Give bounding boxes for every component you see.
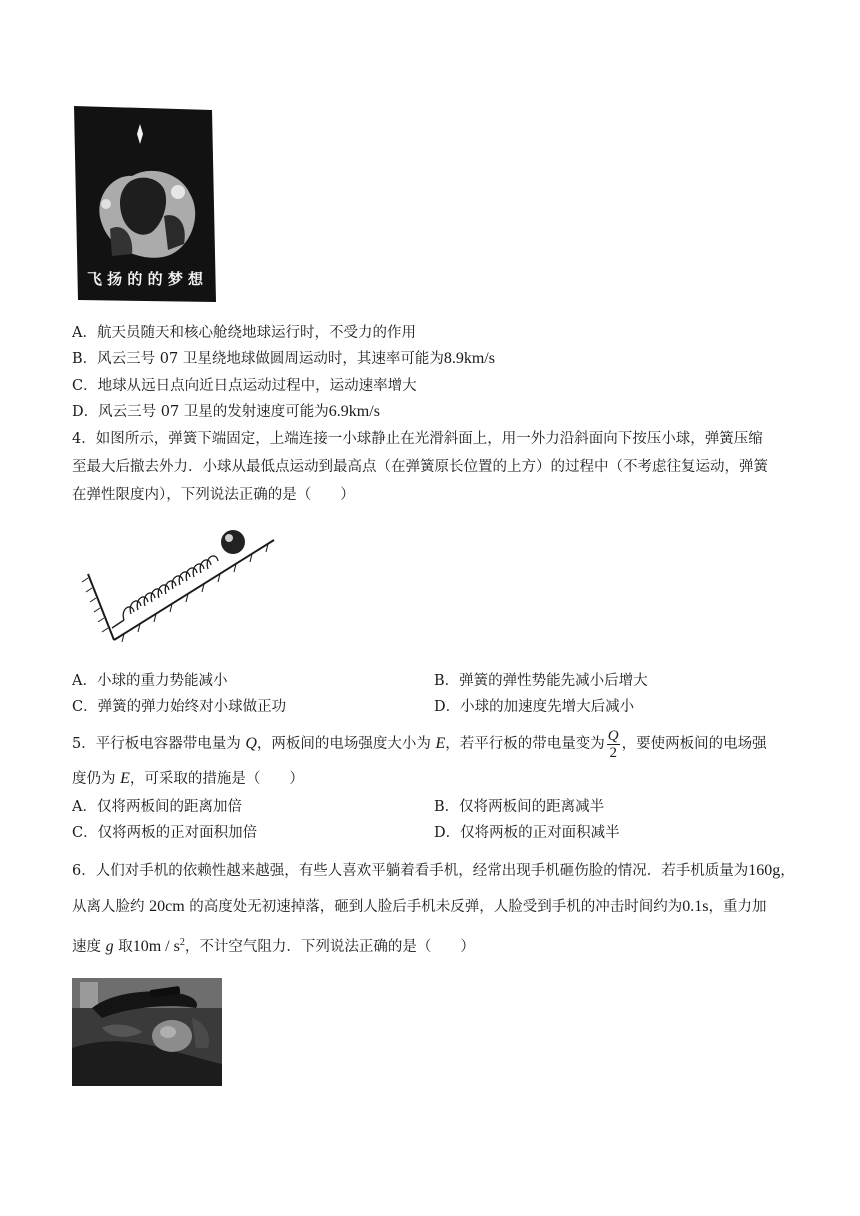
q4-stem-line1: 4．如图所示，弹簧下端固定，上端连接一小球静止在光滑斜面上，用一外力沿斜面向下按压小球，弹簧压缩 bbox=[72, 431, 763, 447]
q6-text-7: 取 bbox=[113, 938, 133, 955]
q6-text-1: 6．人们对手机的依赖性越来越强，有些人喜欢平躺着看手机，经常出现手机砸伤脸的情况．若手机质量为 bbox=[72, 863, 749, 879]
q6-text-2: ， bbox=[780, 863, 795, 879]
q3-option-d-value: 6.9km/s bbox=[328, 403, 380, 420]
q5-text-2: ，两板间的电场强度大小为 bbox=[256, 736, 436, 752]
q6-text-4: 的高度处无初速掉落，砸到人脸后手机未反弹，人脸受到手机的冲击时间约为 bbox=[184, 899, 683, 915]
spring-incline-figure bbox=[76, 516, 276, 646]
q3-option-b bbox=[72, 348, 495, 370]
q5-fraction-denominator: 2 bbox=[609, 744, 617, 761]
q6-symbol-g: g bbox=[105, 937, 114, 955]
q5-fraction bbox=[607, 728, 620, 761]
q5-text-6: ，可采取的措施是（ ） bbox=[129, 771, 304, 787]
q6-stem-line2 bbox=[72, 896, 767, 918]
q3-option-b-text: B．风云三号 07 卫星绕地球做圆周运动时，其速率可能为 bbox=[72, 351, 444, 367]
q5-option-b: B．仅将两板间的距离减半 bbox=[434, 799, 605, 815]
q4-option-b: B．弹簧的弹性势能先减小后增大 bbox=[434, 673, 648, 689]
q5-text-1: 5．平行板电容器带电量为 bbox=[72, 736, 246, 752]
q6-mass: 160g bbox=[748, 862, 781, 879]
q4-option-d: D．小球的加速度先增大后减小 bbox=[434, 699, 635, 715]
q5-symbol-q: Q bbox=[245, 735, 257, 752]
q6-text-5: ，重力加 bbox=[708, 899, 767, 915]
q6-stem-line3 bbox=[72, 928, 475, 958]
q5-option-d: D．仅将两板的正对面积减半 bbox=[434, 825, 620, 841]
q6-height: 20cm bbox=[149, 898, 185, 915]
q4-option-c: C．弹簧的弹力始终对小球做正功 bbox=[72, 699, 287, 715]
q3-option-d-text: D．风云三号 07 卫星的发射速度可能为 bbox=[72, 404, 329, 420]
q5-text-4: ，要使两板间的电场强 bbox=[621, 736, 767, 752]
poster-caption: 飞 扬 的 的 梦 想 bbox=[86, 270, 204, 288]
q5-fraction-numerator: Q bbox=[607, 727, 619, 744]
q5-symbol-e2: E bbox=[120, 770, 130, 787]
astronaut-poster-image bbox=[72, 104, 218, 304]
q4-stem-line3: 在弹性限度内），下列说法正确的是（ ） bbox=[72, 487, 355, 503]
q5-option-c: C．仅将两板的正对面积加倍 bbox=[72, 825, 258, 841]
q3-option-b-value: 8.9km/s bbox=[443, 350, 495, 367]
q4-stem-line2: 至最大后撤去外力．小球从最低点运动到最高点（在弹簧原长位置的上方）的过程中（不考虑往复运动，弹簧 bbox=[72, 459, 768, 475]
q6-text-6: 速度 bbox=[72, 938, 106, 955]
q4-option-a: A．小球的重力势能减小 bbox=[72, 673, 228, 689]
q6-g-exponent: 2 bbox=[179, 937, 185, 948]
q6-stem-line1 bbox=[72, 860, 795, 882]
q6-text-8: ，不计空气阻力．下列说法正确的是（ ） bbox=[184, 938, 475, 955]
q5-stem-line1 bbox=[72, 722, 767, 766]
phone-face-photo bbox=[72, 978, 222, 1086]
q6-g-value: 10m / s bbox=[132, 937, 180, 955]
q5-text-3: ，若平行板的带电量变为 bbox=[445, 736, 605, 752]
q3-option-a: A．航天员随天和核心舱绕地球运行时，不受力的作用 bbox=[72, 325, 416, 341]
q5-stem-line2 bbox=[72, 768, 304, 790]
q5-symbol-e: E bbox=[435, 735, 446, 752]
q3-option-d bbox=[72, 401, 380, 423]
q6-time: 0.1s bbox=[682, 898, 709, 915]
q5-option-a: A．仅将两板间的距离加倍 bbox=[72, 799, 242, 815]
q6-text-3: 从离人脸约 bbox=[72, 899, 150, 915]
q3-option-c: C．地球从远日点向近日点运动过程中，运动速率增大 bbox=[72, 378, 417, 394]
q5-text-5: 度仍为 bbox=[72, 771, 121, 787]
